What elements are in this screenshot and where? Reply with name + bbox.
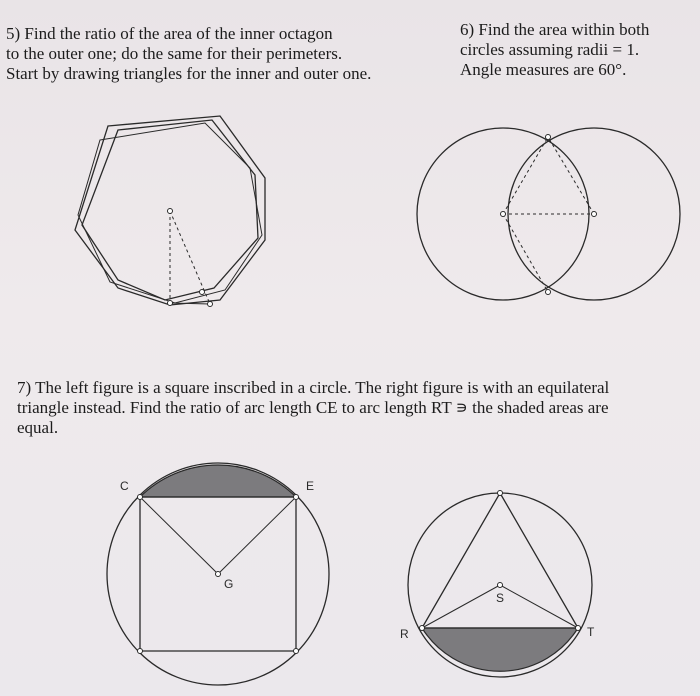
- point-e-dot: [294, 495, 299, 500]
- label-r: R: [400, 627, 409, 641]
- octagon-figure: [75, 116, 265, 307]
- point-g-dot: [216, 572, 221, 577]
- point-r-dot: [420, 626, 425, 631]
- triangle-top-dot: [498, 491, 503, 496]
- lower-intersection-dot: [546, 290, 551, 295]
- right-center-dot: [592, 212, 597, 217]
- point-t-dot: [576, 626, 581, 631]
- two-circles-figure: [417, 128, 680, 300]
- left-upper-dashed: [503, 137, 548, 214]
- left-lower-dashed: [503, 214, 548, 292]
- shaded-segment-rt: [422, 628, 578, 671]
- upper-intersection-dot: [546, 135, 551, 140]
- square-circle-figure: [107, 463, 329, 685]
- octagon-vertex-dot-3: [200, 290, 205, 295]
- problem-7-text: 7) The left figure is a square inscribed in a circle. The right figure is with an equilateral triangle instead. Find the ratio of arc length CE to arc length RT ∍ the shaded areas are equal.: [17, 378, 610, 437]
- left-center-dot: [501, 212, 506, 217]
- problem-5-text: 5) Find the ratio of the area of the inner octagon to the outer one; do the same for their perimeters. Start by drawing triangles for the inner and outer one.: [6, 24, 372, 83]
- right-upper-dashed: [548, 137, 594, 214]
- point-c-dot: [138, 495, 143, 500]
- label-t: T: [587, 625, 595, 639]
- label-e: E: [306, 479, 315, 493]
- inscribed-triangle: [422, 493, 578, 628]
- square-corner-dot-bl: [138, 649, 143, 654]
- square-corner-dot-br: [294, 649, 299, 654]
- octagon-vertex-dot-1: [168, 301, 173, 306]
- label-s: S: [496, 591, 505, 605]
- octagon-center-dot: [168, 209, 173, 214]
- label-c: C: [120, 479, 129, 493]
- octagon-vertex-dot-2: [208, 302, 213, 307]
- radii-to-c-e: [140, 497, 296, 574]
- label-g: G: [224, 577, 234, 591]
- triangle-circle-figure: [400, 491, 595, 678]
- point-s-dot: [498, 583, 503, 588]
- problem-6-text: 6) Find the area within both circles assuming radii = 1. Angle measures are 60°.: [460, 20, 650, 79]
- shaded-segment-ce: [140, 465, 296, 497]
